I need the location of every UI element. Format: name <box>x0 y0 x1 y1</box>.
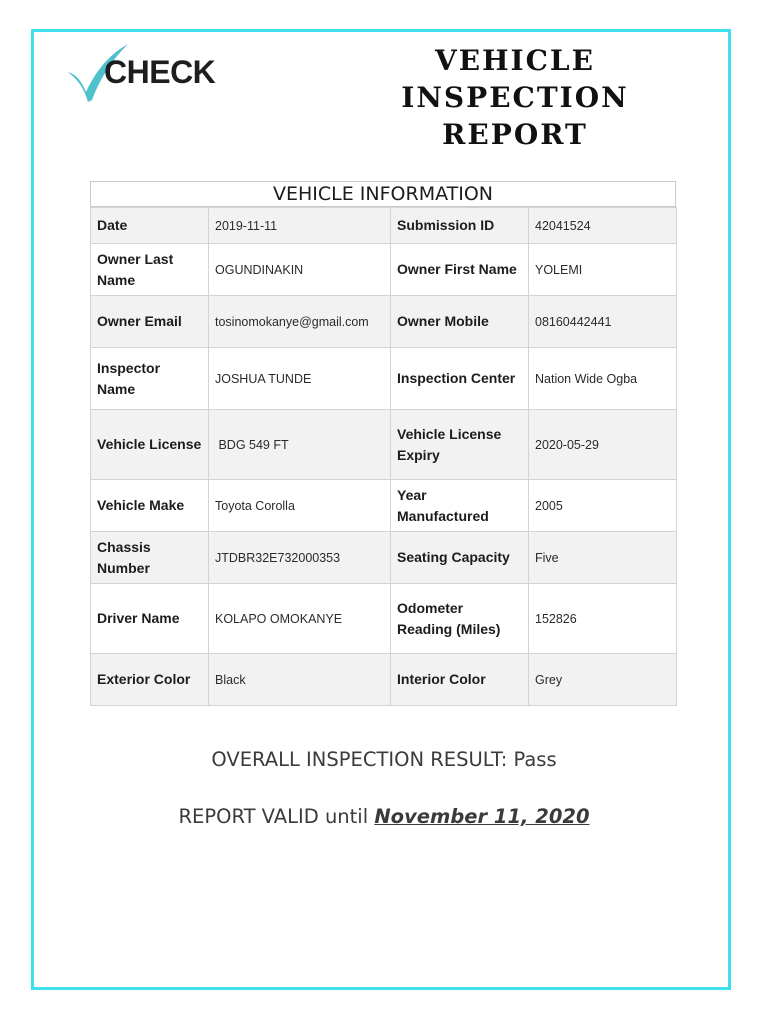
field-label: Interior Color <box>391 654 529 706</box>
title-line: VEHICLE <box>435 44 595 77</box>
field-label: Vehicle License Expiry <box>391 410 529 480</box>
table-row <box>91 654 677 706</box>
field-value: KOLAPO OMOKANYE <box>209 584 391 654</box>
table-row <box>91 348 677 410</box>
field-value: YOLEMI <box>529 244 677 296</box>
table-row <box>91 480 677 532</box>
field-label: Chassis Number <box>91 532 209 584</box>
vehicle-info-table <box>90 207 677 706</box>
field-label: Year Manufactured <box>391 480 529 532</box>
check-logo <box>66 42 226 106</box>
field-label: Owner Email <box>91 296 209 348</box>
field-value: 2019-11-11 <box>209 208 391 244</box>
field-label: Submission ID <box>391 208 529 244</box>
field-label: Seating Capacity <box>391 532 529 584</box>
field-label: Owner Last Name <box>91 244 209 296</box>
field-label: Inspector Name <box>91 348 209 410</box>
field-label: Driver Name <box>91 584 209 654</box>
logo-text: CHECK <box>104 54 216 90</box>
table-row <box>91 208 677 244</box>
field-value: 152826 <box>529 584 677 654</box>
field-label: Owner Mobile <box>391 296 529 348</box>
field-label: Vehicle License <box>91 410 209 480</box>
field-value: BDG 549 FT <box>209 410 391 480</box>
table-row <box>91 410 677 480</box>
field-value: OGUNDINAKIN <box>209 244 391 296</box>
table-row <box>91 532 677 584</box>
overall-result: OVERALL INSPECTION RESULT: Pass <box>211 748 557 771</box>
field-value: Five <box>529 532 677 584</box>
report-validity <box>0 805 768 828</box>
field-value: 08160442441 <box>529 296 677 348</box>
report-title <box>380 42 650 153</box>
field-label: Owner First Name <box>391 244 529 296</box>
field-label: Vehicle Make <box>91 480 209 532</box>
table-row <box>91 244 677 296</box>
field-label: Date <box>91 208 209 244</box>
field-value: Nation Wide Ogba <box>529 348 677 410</box>
field-label: Odometer Reading (Miles) <box>391 584 529 654</box>
field-value: tosinomokanye@gmail.com <box>209 296 391 348</box>
field-value: 2005 <box>529 480 677 532</box>
field-value: 42041524 <box>529 208 677 244</box>
title-line: INSPECTION <box>401 81 629 114</box>
field-label: Exterior Color <box>91 654 209 706</box>
field-value: JOSHUA TUNDE <box>209 348 391 410</box>
title-line: REPORT <box>442 118 588 151</box>
validity-label: REPORT VALID until <box>178 805 369 828</box>
field-value: JTDBR32E732000353 <box>209 532 391 584</box>
table-row <box>91 584 677 654</box>
table-row <box>91 296 677 348</box>
field-value: Grey <box>529 654 677 706</box>
vehicle-info-section <box>90 181 678 706</box>
field-value: Toyota Corolla <box>209 480 391 532</box>
field-value: Black <box>209 654 391 706</box>
validity-date: November 11, 2020 <box>374 805 590 828</box>
table-caption: VEHICLE INFORMATION <box>90 181 676 207</box>
field-value: 2020-05-29 <box>529 410 677 480</box>
field-label: Inspection Center <box>391 348 529 410</box>
